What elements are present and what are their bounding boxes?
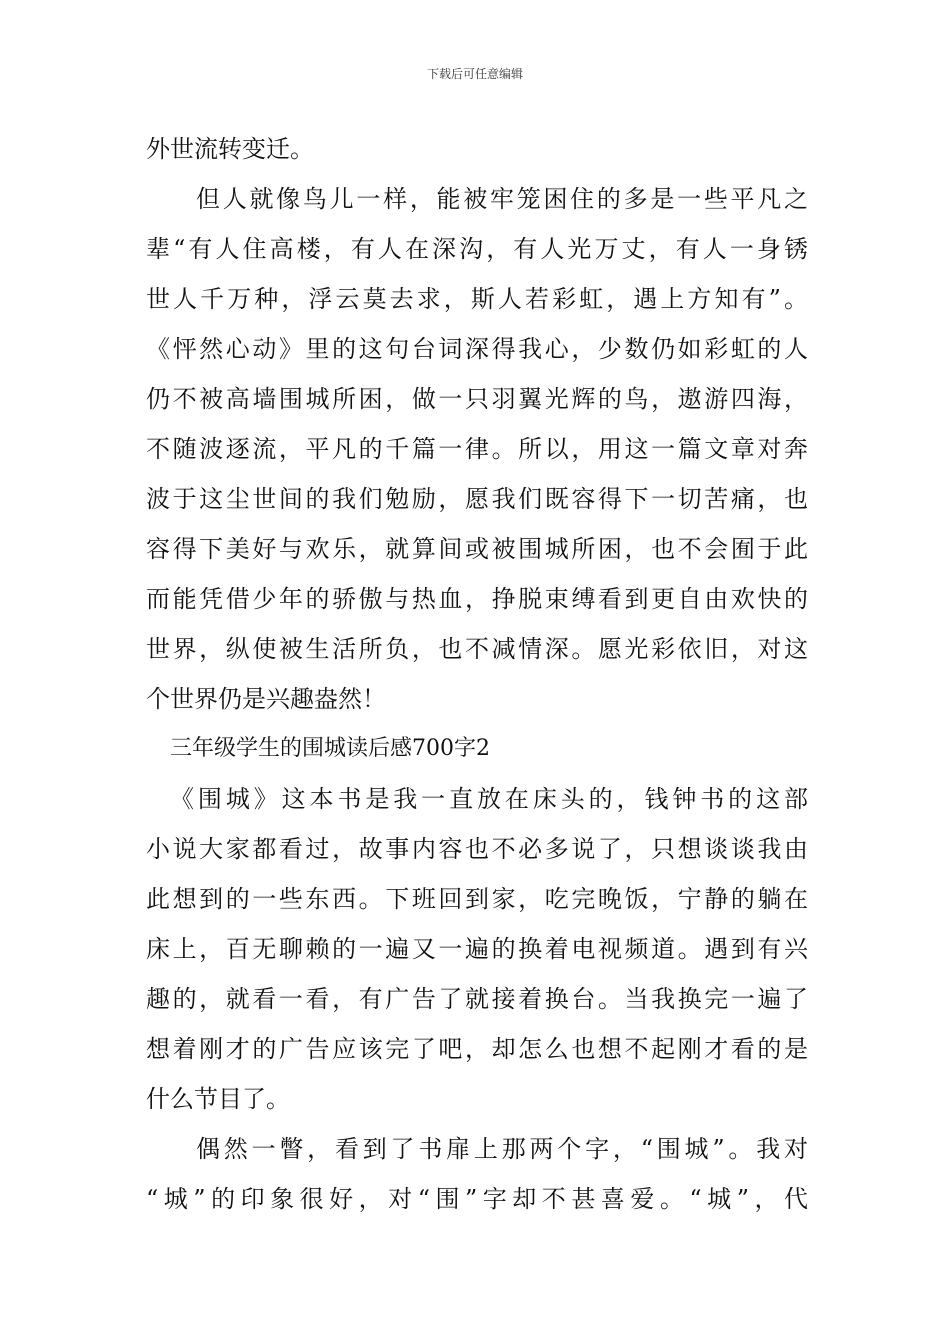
text-line: 此想到的一些东西。下班回到家，吃完晚饭，宁静的躺在 <box>146 885 808 913</box>
text-line: 波于这尘世间的我们勉励，愿我们既容得下一切苦痛，也 <box>146 485 808 513</box>
text-line: 《围城》这本书是我一直放在床头的，钱钟书的这部 <box>170 785 808 813</box>
text-line: 不随波逐流，平凡的千篇一律。所以，用这一篇文章对奔 <box>146 435 808 463</box>
text-line: 容得下美好与欢乐，就算间或被围城所困，也不会囿于此 <box>146 535 808 563</box>
text-line: 什么节目了。 <box>146 1085 290 1113</box>
text-line: 《怦然心动》里的这句台词深得我心，少数仍如彩虹的人 <box>146 335 808 363</box>
text-line: 趣的，就看一看，有广告了就接着换台。当我换完一遍了 <box>146 985 808 1013</box>
text-line: 但人就像鸟儿一样，能被牢笼困住的多是一些平凡之 <box>196 185 808 213</box>
text-line: 床上，百无聊赖的一遍又一遍的换着电视频道。遇到有兴 <box>146 935 808 963</box>
paragraph <box>146 174 808 724</box>
text-line: 世人千万种，浮云莫去求，斯人若彩虹，遇上方知有”。 <box>146 285 808 313</box>
paragraph <box>146 774 808 1124</box>
section-heading-block <box>146 724 808 774</box>
text-line: 仍不被高墙围城所困，做一只羽翼光辉的鸟，遨游四海， <box>146 385 808 413</box>
text-line: 世界，纵使被生活所负，也不减情深。愿光彩依旧，对这 <box>146 635 808 663</box>
text-line: 偶然一瞥，看到了书扉上那两个字，“围城”。我对 <box>196 1135 808 1163</box>
text-line: 外世流转变迁。 <box>146 135 314 163</box>
document-body <box>146 124 808 1224</box>
text-line: 辈“有人住高楼，有人在深沟，有人光万丈，有人一身锈 <box>146 235 808 263</box>
page-header: 下载后可任意编辑 <box>426 67 523 81</box>
paragraph <box>146 1124 808 1224</box>
paragraph-continuation <box>146 124 808 174</box>
text-line: 而能凭借少年的骄傲与热血，挣脱束缚看到更自由欢快的 <box>146 585 808 613</box>
text-line: “城”的印象很好，对“围”字却不甚喜爱。“城”，代 <box>146 1185 808 1213</box>
text-line: 个世界仍是兴趣盎然！ <box>146 685 386 713</box>
text-line: 想着刚才的广告应该完了吧，却怎么也想不起刚才看的是 <box>146 1035 808 1063</box>
section-heading: 三年级学生的围城读后感700字2 <box>170 736 490 761</box>
text-line: 小说大家都看过，故事内容也不必多说了，只想谈谈我由 <box>146 835 808 863</box>
